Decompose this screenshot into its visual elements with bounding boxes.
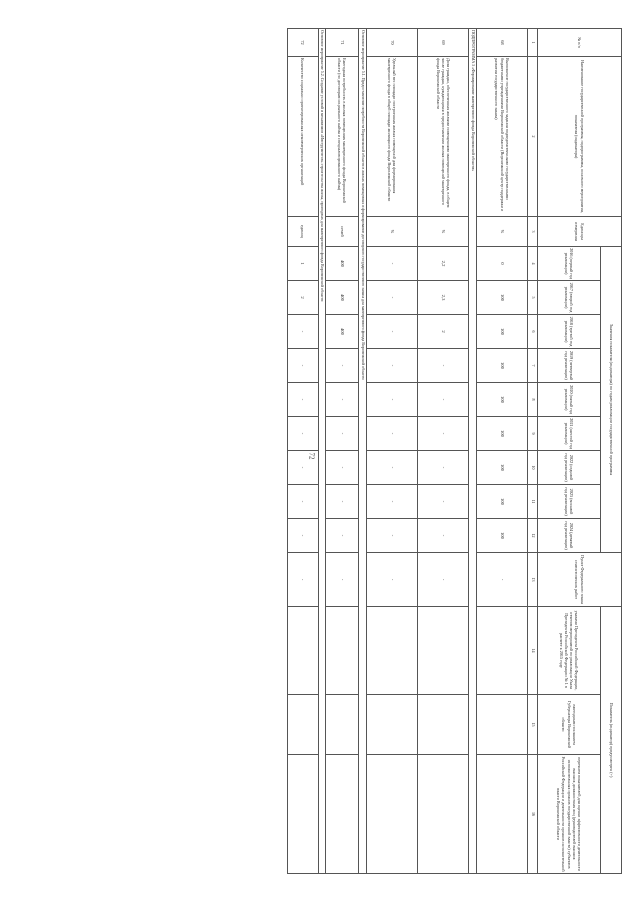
- row-resp: [287, 695, 318, 755]
- col-number: 7: [528, 349, 538, 383]
- section-title: Основное мероприятие 5.1. Предоставление потребности Воронежской области в жилых помещениях и формирование договорного государственного запаса для маневренного фонда Воронежской области: [359, 29, 367, 874]
- row-num: 70: [367, 29, 418, 57]
- table-row: [477, 29, 528, 874]
- row-value: -: [287, 349, 318, 383]
- row-num: 68: [477, 29, 528, 57]
- row-value: -: [418, 349, 469, 383]
- row-value: 2: [287, 281, 318, 315]
- row-value: -: [287, 451, 318, 485]
- row-unit: %: [418, 217, 469, 247]
- rotated-table-container: [50, 28, 622, 872]
- row-value: 400: [326, 247, 359, 281]
- row-value: -: [367, 417, 418, 451]
- row-value: -: [418, 417, 469, 451]
- header-responsible-group: Показатель (индикатор) предусмотрен (+): [601, 607, 622, 874]
- section-title: ПОДПРОГРАММА 5 «Формирование маневренного фонда Воронежской области»: [469, 29, 477, 874]
- header-year: 2019 (четвертый год реализации): [538, 349, 601, 383]
- row-value: -: [367, 315, 418, 349]
- row-unit: единиц: [287, 217, 318, 247]
- row-value: 100: [477, 485, 528, 519]
- row-value: 2,3: [418, 281, 469, 315]
- row-value: 100: [477, 519, 528, 553]
- col-number: 14: [528, 607, 538, 695]
- header-year: 2021 (шестой год реализации): [538, 417, 601, 451]
- row-name: Доля граждан, обеспеченных жилыми помещениями маневренного фонда, в общем числе граждан, нуждающихся в предоставлении жилых помещений маневренного фонда Воронежской области: [418, 57, 469, 217]
- row-value: -: [367, 247, 418, 281]
- page-number: 72: [307, 452, 316, 460]
- row-unit: %: [367, 217, 418, 247]
- col-number: 16: [528, 755, 538, 874]
- col-number: 3: [528, 217, 538, 247]
- header-year: 2016 (первый год реализации): [538, 247, 601, 281]
- row-value: -: [367, 519, 418, 553]
- section-band-row: [469, 29, 477, 874]
- row-name: Количество социально ориентированных некоммерческих организаций: [287, 57, 318, 217]
- col-number: 15: [528, 695, 538, 755]
- row-name: Удельный вес площади построенных жилых помещений для формирования маневренного фонда в общей площади жилищного фонда Воронежской области: [367, 57, 418, 217]
- row-value: -: [326, 485, 359, 519]
- row-num: 69: [418, 29, 469, 57]
- row-name: Выполнение государственного задания подведомственными государственными бюджетными учреждениями Воронежской области (Воронежский центр поддержки и развития государственного заказа): [477, 57, 528, 217]
- row-calc: -: [287, 553, 318, 607]
- col-number: 4: [528, 247, 538, 281]
- header-resp-3: ежегодным посланием Губернатора Воронежской области: [538, 695, 601, 755]
- row-calc: -: [326, 553, 359, 607]
- col-number: 6: [528, 315, 538, 349]
- table-row: [418, 29, 469, 874]
- row-value: 100: [477, 383, 528, 417]
- row-value: -: [326, 417, 359, 451]
- row-value: -: [367, 485, 418, 519]
- row-resp: [367, 607, 418, 695]
- row-calc: -: [418, 553, 469, 607]
- row-unit: %: [477, 217, 528, 247]
- section-band-row: [318, 29, 326, 874]
- section-title: Основное мероприятие 5.2. Создание условий и механизмов «Инструментов» строительства жилья, пригодных для маневренного фонда Воронежской области: [318, 29, 326, 874]
- row-value: -: [287, 485, 318, 519]
- row-value: 1: [287, 247, 318, 281]
- header-values-group: Значения показателя (индикатора) по годам реализации государственной программы: [601, 247, 622, 553]
- header-year: 2020 (пятый год реализации): [538, 383, 601, 417]
- row-value: -: [326, 519, 359, 553]
- row-resp: [477, 695, 528, 755]
- table-row: [367, 29, 418, 874]
- row-value: -: [418, 485, 469, 519]
- row-resp: [287, 607, 318, 695]
- row-value: -: [418, 519, 469, 553]
- row-value: 2,2: [418, 247, 469, 281]
- col-number: 11: [528, 485, 538, 519]
- row-value: -: [326, 349, 359, 383]
- column-number-row: [528, 29, 538, 874]
- row-resp: [287, 755, 318, 874]
- row-resp: [418, 755, 469, 874]
- header-calc: Пункт Федерального плана статистических работ: [538, 553, 622, 607]
- row-value: 100: [477, 349, 528, 383]
- col-number: 5: [528, 281, 538, 315]
- header-year: 2017 (второй год реализации): [538, 281, 601, 315]
- row-value: -: [418, 451, 469, 485]
- table-row: [287, 29, 318, 874]
- header-unit: Единицы измерения: [538, 217, 622, 247]
- row-value: -: [418, 383, 469, 417]
- header-row-1: [601, 29, 622, 874]
- row-unit: семей: [326, 217, 359, 247]
- row-value: -: [367, 349, 418, 383]
- row-value: -: [287, 417, 318, 451]
- header-num: № п/п: [538, 29, 622, 57]
- col-number: 13: [528, 553, 538, 607]
- table-row: [326, 29, 359, 874]
- row-value: 100: [477, 315, 528, 349]
- col-number: 10: [528, 451, 538, 485]
- row-name: Ежегодная потребность в жилых помещениях маневренного фонда Воронежской области (по договорам социального найма и специализированного найма): [326, 57, 359, 217]
- row-resp: [477, 755, 528, 874]
- header-name: Наименование государственной программы, подпрограммы, основного мероприятия, показателя (индикатора): [538, 57, 622, 217]
- row-resp: [326, 755, 359, 874]
- row-value: 100: [477, 417, 528, 451]
- row-resp: [367, 695, 418, 755]
- row-resp: [326, 695, 359, 755]
- indicator-table: [287, 28, 622, 874]
- row-num: 72: [287, 29, 318, 57]
- row-resp: [477, 607, 528, 695]
- row-value: -: [287, 383, 318, 417]
- row-calc: -: [367, 553, 418, 607]
- row-num: 71: [326, 29, 359, 57]
- row-resp: [326, 607, 359, 695]
- header-year: 2023 (восьмой год реализации): [538, 485, 601, 519]
- row-value: 100: [477, 451, 528, 485]
- col-number: 8: [528, 383, 538, 417]
- row-value: -: [367, 281, 418, 315]
- row-value: -: [287, 519, 318, 553]
- col-number: 2: [528, 57, 538, 217]
- row-value: 100: [477, 281, 528, 315]
- header-year: 2024 (девятый год реализации): [538, 519, 601, 553]
- header-year: 2018 (третий год реализации): [538, 315, 601, 349]
- row-value: -: [326, 383, 359, 417]
- row-resp: [367, 755, 418, 874]
- row-resp: [418, 695, 469, 755]
- row-calc: -: [477, 553, 528, 607]
- row-value: -: [326, 451, 359, 485]
- row-value: -: [367, 383, 418, 417]
- row-value: 2: [418, 315, 469, 349]
- section-band-row: [359, 29, 367, 874]
- row-value: -: [287, 315, 318, 349]
- header-year: 2022 (седьмой год реализации): [538, 451, 601, 485]
- col-number: 9: [528, 417, 538, 451]
- row-value: 400: [326, 315, 359, 349]
- col-number: 12: [528, 519, 538, 553]
- row-value: 400: [326, 281, 359, 315]
- row-resp: [418, 607, 469, 695]
- row-value: 0: [477, 247, 528, 281]
- header-resp-4: перечнем показателей для оценки эффективности деятельности высших должностных лиц (руководителей высших исполнительных органов государственной власти) субъектов Российской Федерации и деятельности органов исполнительной власти Воронежской области: [538, 755, 601, 874]
- col-number: 1: [528, 29, 538, 57]
- row-value: -: [367, 451, 418, 485]
- header-resp-2: указами Президента Российской Федерации, отчетом мероприятий по реализации Указа Президента Российской Федерации № 1 в расчете к 2015 году: [538, 607, 601, 695]
